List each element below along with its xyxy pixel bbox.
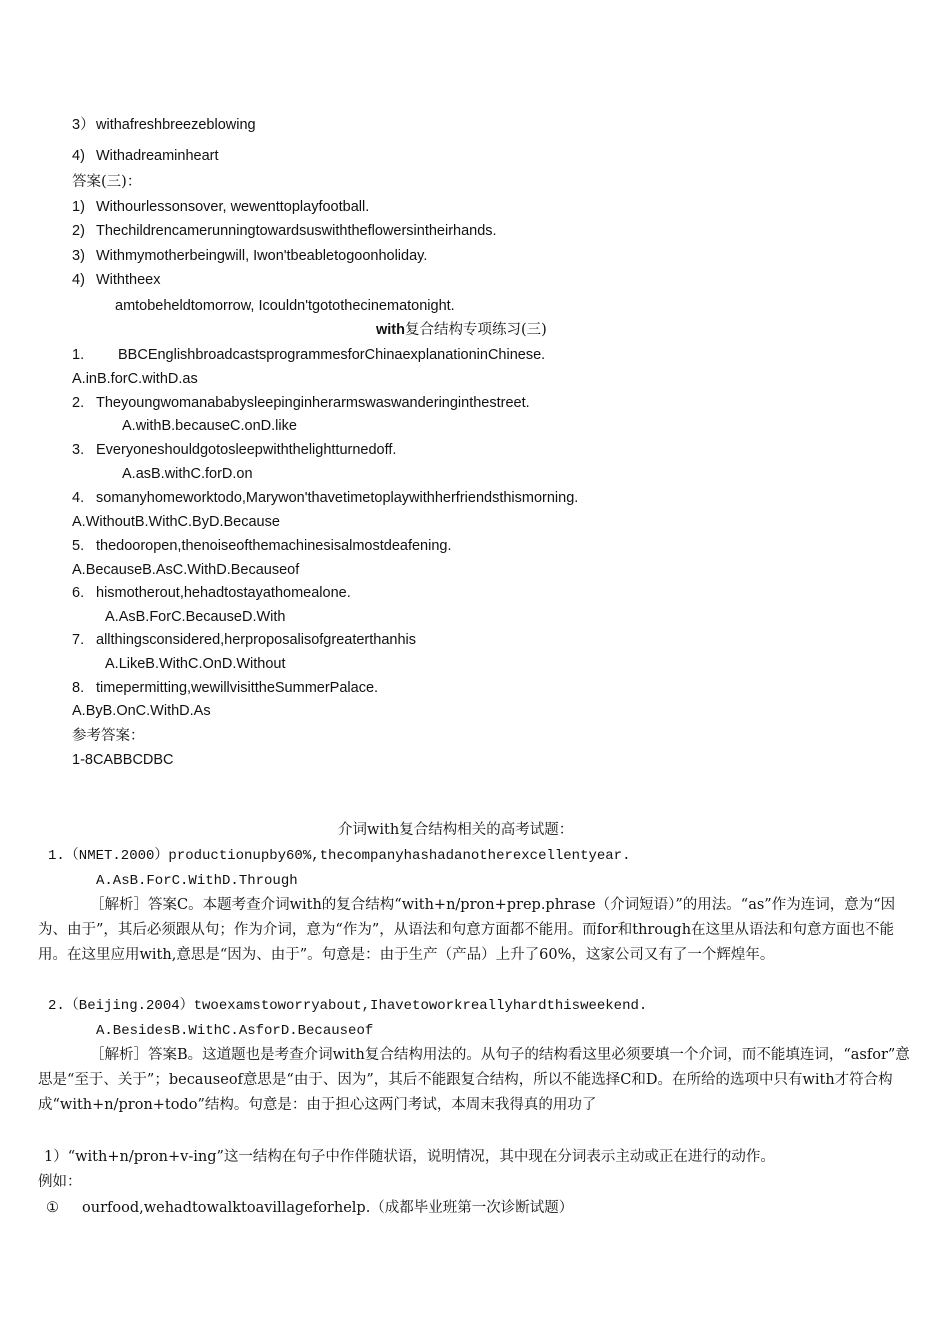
- answer-item-4: 4) Withtheex: [72, 272, 161, 288]
- question-5: 5. thedooropen,thenoiseofthemachinesisalmostdeafening.: [72, 538, 452, 554]
- question-1: 1. BBCEnglishbroadcastsprogrammesforChinaexplanationinChinese.: [72, 347, 546, 363]
- structure-note: 1）“with+n/pron+v-ing”这一结构在句子中作伴随状语，说明情况，其中现在分词表示主动或正在进行的动作。: [44, 1149, 775, 1165]
- question-1-options: A.inB.forC.withD.as: [72, 371, 198, 387]
- gaokao-question-2-options: A.BesidesB.WithC.AsforD.Becauseof: [96, 1023, 374, 1039]
- question-4-options: A.WithoutB.WithC.ByD.Because: [72, 514, 280, 530]
- gaokao-question-1-options: A.AsB.ForC.WithD.Through: [96, 873, 298, 889]
- answer-item-4-continued: amtobeheldtomorrow, Icouldn'tgotothecinematonight.: [115, 298, 455, 314]
- question-8: 8. timepermitting,wewillvisittheSummerPalace.: [72, 680, 379, 696]
- gaokao-question-2: 2.（Beijing.2004）twoexamstoworryabout,Ihavetoworkreallyhardthisweekend.: [48, 998, 648, 1014]
- gaokao-question-2-analysis: ［解析］答案B。这道题也是考查介词with复合结构用法的。从句子的结构看这里必须要填一个介词，而不能填连词，“asfor”意思是“至于、关于”；becauseof意思是“由于、因为”，其后不能跟复合结构，所以不能选择C和D。在所给的选项中只有with才符合构成“with+n/pron+todo”结构。句意是：由于担心这两门考试，本周末我得真的用功了: [38, 1047, 910, 1113]
- question-2-options: A.withB.becauseC.onD.like: [122, 418, 297, 434]
- reference-answers: 1-8CABBCDBC: [72, 752, 174, 768]
- question-7-options: A.LikeB.WithC.OnD.Without: [105, 656, 286, 672]
- answer-item-1: 1) Withourlessonsover, wewenttoplayfootball.: [72, 199, 370, 215]
- question-6: 6. hismotherout,hehadtostayathomealone.: [72, 585, 351, 601]
- gaokao-title: 介词with复合结构相关的高考试题：: [338, 822, 574, 838]
- question-7: 7. allthingsconsidered,herproposalisofgreaterthanhis: [72, 632, 417, 648]
- question-5-options: A.BecauseB.AsC.WithD.Becauseof: [72, 562, 300, 578]
- gaokao-question-1-analysis: ［解析］答案C。本题考查介词with的复合结构“with+n/pron+prep.phrase（介词短语）”的用法。“as”作为连词，意为“因为、由于”，其后必须跟从句；作为介词，意为“作为”，从语法和句意方面都不能用。而for和through在这里从语法和句意方面也不能用。在这里应用with,意思是“因为、由于”。句意是：由于生产（产品）上升了60%，这家公司又有了一个辉煌年。: [38, 897, 896, 963]
- question-3-options: A.asB.withC.forD.on: [122, 466, 253, 482]
- question-8-options: A.ByB.OnC.WithD.As: [72, 703, 211, 719]
- question-2: 2. Theyoungwomanababysleepinginherarmswaswanderinginthestreet.: [72, 395, 530, 411]
- reference-answers-label: 参考答案：: [72, 728, 145, 744]
- top-item-3: 3）withafreshbreezeblowing: [72, 117, 256, 133]
- top-item-4: 4) Withadreaminheart: [72, 148, 219, 164]
- practice-title: with复合结构专项练习(三): [376, 322, 547, 338]
- question-6-options: A.AsB.ForC.BecauseD.With: [105, 609, 286, 625]
- answer-item-2: 2) Thechildrencamerunningtowardsuswiththeflowersintheirhands.: [72, 223, 497, 239]
- question-4: 4. somanyhomeworktodo,Marywon'thavetimetoplaywithherfriendsthismorning.: [72, 490, 579, 506]
- example-1: ① ourfood,wehadtowalktoavillageforhelp.（成都毕业班第一次诊断试题）: [46, 1200, 574, 1216]
- gaokao-question-1: 1.（NMET.2000）productionupby60%,thecompanyhashadanotherexcellentyear.: [48, 848, 631, 864]
- answers3-heading: 答案(三)：: [72, 174, 142, 190]
- question-3: 3. Everyoneshouldgotosleepwiththelightturnedoff.: [72, 442, 397, 458]
- example-label: 例如：: [38, 1174, 82, 1190]
- answer-item-3: 3) Withmymotherbeingwill, Iwon'tbeabletogoonholiday.: [72, 248, 428, 264]
